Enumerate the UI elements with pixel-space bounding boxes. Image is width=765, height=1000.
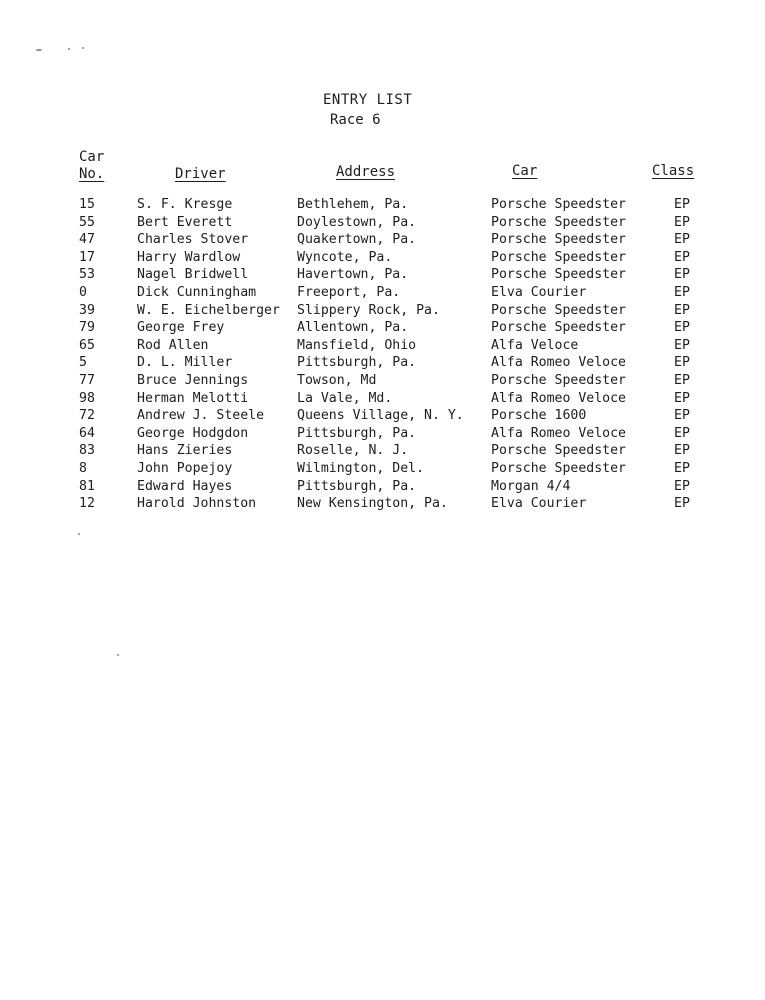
driver-address: Freeport, Pa. — [297, 284, 401, 300]
table-row — [0, 196, 765, 214]
car-model: Elva Courier — [491, 284, 587, 300]
table-row — [0, 319, 765, 337]
driver-name: John Popejoy — [137, 460, 233, 476]
table-row — [0, 425, 765, 443]
header-car-no-line1: Car — [79, 149, 105, 165]
table-row — [0, 249, 765, 267]
header-car-no-line2: No. — [79, 166, 105, 182]
race-class: EP — [674, 372, 690, 388]
driver-address: Mansfield, Ohio — [297, 337, 417, 353]
race-class: EP — [674, 496, 690, 512]
race-class: EP — [674, 214, 690, 230]
driver-address: La Vale, Md. — [297, 390, 393, 406]
race-class: EP — [674, 320, 690, 336]
race-class: EP — [674, 425, 690, 441]
car-model: Morgan 4/4 — [491, 478, 571, 494]
driver-address: Towson, Md — [297, 372, 377, 388]
scan-speck — [36, 49, 42, 51]
car-model: Porsche Speedster — [491, 197, 626, 212]
car-model: Alfa Romeo Veloce — [491, 425, 626, 441]
driver-address: Pittsburgh, Pa. — [297, 425, 417, 441]
car-number: 72 — [79, 408, 95, 424]
driver-name: S. F. Kresge — [137, 197, 233, 212]
driver-name: Rod Allen — [137, 337, 209, 353]
header-class: Class — [652, 163, 695, 179]
car-model: Elva Courier — [491, 496, 587, 512]
race-class: EP — [674, 284, 690, 300]
scan-speck — [68, 48, 70, 50]
entry-table — [0, 196, 765, 513]
race-subtitle: Race 6 — [330, 112, 381, 128]
table-row — [0, 495, 765, 513]
car-number: 65 — [79, 337, 95, 353]
car-number: 83 — [79, 443, 95, 459]
car-number: 8 — [79, 460, 87, 476]
race-class: EP — [674, 408, 690, 424]
driver-name: Edward Hayes — [137, 478, 233, 494]
driver-name: Bert Everett — [137, 214, 233, 230]
car-number: 55 — [79, 214, 95, 230]
car-number: 15 — [79, 197, 95, 212]
race-class: EP — [674, 478, 690, 494]
race-class: EP — [674, 355, 690, 371]
driver-address: Bethlehem, Pa. — [297, 197, 409, 212]
car-number: 77 — [79, 372, 95, 388]
car-number: 39 — [79, 302, 95, 318]
driver-address: Doylestown, Pa. — [297, 214, 417, 230]
table-row — [0, 302, 765, 320]
driver-name: Herman Melotti — [137, 390, 249, 406]
driver-address: Havertown, Pa. — [297, 267, 409, 283]
table-row — [0, 354, 765, 372]
header-driver: Driver — [175, 166, 226, 182]
race-class: EP — [674, 390, 690, 406]
driver-name: Harry Wardlow — [137, 249, 241, 265]
table-row — [0, 372, 765, 390]
car-model: Alfa Veloce — [491, 337, 579, 353]
driver-name: W. E. Eichelberger — [137, 302, 280, 318]
car-number: 98 — [79, 390, 95, 406]
table-row — [0, 390, 765, 408]
table-row — [0, 337, 765, 355]
car-model: Alfa Romeo Veloce — [491, 355, 626, 371]
header-address: Address — [336, 164, 396, 180]
scan-speck — [82, 47, 84, 49]
car-model: Porsche Speedster — [491, 443, 626, 459]
car-number: 0 — [79, 284, 87, 300]
car-model: Porsche Speedster — [491, 320, 626, 336]
race-class: EP — [674, 267, 690, 283]
car-number: 17 — [79, 249, 95, 265]
driver-name: George Frey — [137, 320, 225, 336]
driver-address: Wyncote, Pa. — [297, 249, 393, 265]
car-model: Porsche Speedster — [491, 302, 626, 318]
car-model: Porsche Speedster — [491, 372, 626, 388]
car-model: Porsche Speedster — [491, 460, 626, 476]
driver-address: Queens Village, N. Y. — [297, 408, 464, 424]
driver-address: Wilmington, Del. — [297, 460, 425, 476]
driver-address: Quakertown, Pa. — [297, 232, 417, 248]
car-model: Porsche Speedster — [491, 232, 626, 248]
driver-address: New Kensington, Pa. — [297, 496, 448, 512]
race-class: EP — [674, 460, 690, 476]
car-model: Porsche Speedster — [491, 214, 626, 230]
table-row — [0, 266, 765, 284]
driver-name: Dick Cunningham — [137, 284, 257, 300]
race-class: EP — [674, 197, 690, 212]
race-class: EP — [674, 443, 690, 459]
car-number: 79 — [79, 320, 95, 336]
car-model: Porsche 1600 — [491, 408, 587, 424]
table-row — [0, 407, 765, 425]
car-number: 12 — [79, 496, 95, 512]
table-row — [0, 284, 765, 302]
driver-address: Pittsburgh, Pa. — [297, 355, 417, 371]
driver-address: Allentown, Pa. — [297, 320, 409, 336]
table-row — [0, 478, 765, 496]
car-number: 5 — [79, 355, 87, 371]
car-model: Porsche Speedster — [491, 249, 626, 265]
race-class: EP — [674, 337, 690, 353]
car-number: 47 — [79, 232, 95, 248]
driver-address: Roselle, N. J. — [297, 443, 409, 459]
scan-speck — [78, 533, 80, 535]
race-class: EP — [674, 249, 690, 265]
table-row — [0, 460, 765, 478]
driver-address: Pittsburgh, Pa. — [297, 478, 417, 494]
driver-name: Bruce Jennings — [137, 372, 249, 388]
car-number: 64 — [79, 425, 95, 441]
table-row — [0, 231, 765, 249]
driver-address: Slippery Rock, Pa. — [297, 302, 440, 318]
car-number: 81 — [79, 478, 95, 494]
table-row — [0, 214, 765, 232]
race-class: EP — [674, 232, 690, 248]
table-row — [0, 442, 765, 460]
driver-name: Harold Johnston — [137, 496, 257, 512]
document-title: ENTRY LIST — [323, 92, 413, 108]
driver-name: D. L. Miller — [137, 355, 233, 371]
driver-name: George Hodgdon — [137, 425, 249, 441]
header-car: Car — [512, 163, 538, 179]
driver-name: Nagel Bridwell — [137, 267, 249, 283]
driver-name: Hans Zieries — [137, 443, 233, 459]
car-number: 53 — [79, 267, 95, 283]
race-class: EP — [674, 302, 690, 318]
car-model: Alfa Romeo Veloce — [491, 390, 626, 406]
driver-name: Charles Stover — [137, 232, 249, 248]
car-model: Porsche Speedster — [491, 267, 626, 283]
driver-name: Andrew J. Steele — [137, 408, 265, 424]
scan-speck — [117, 654, 119, 656]
